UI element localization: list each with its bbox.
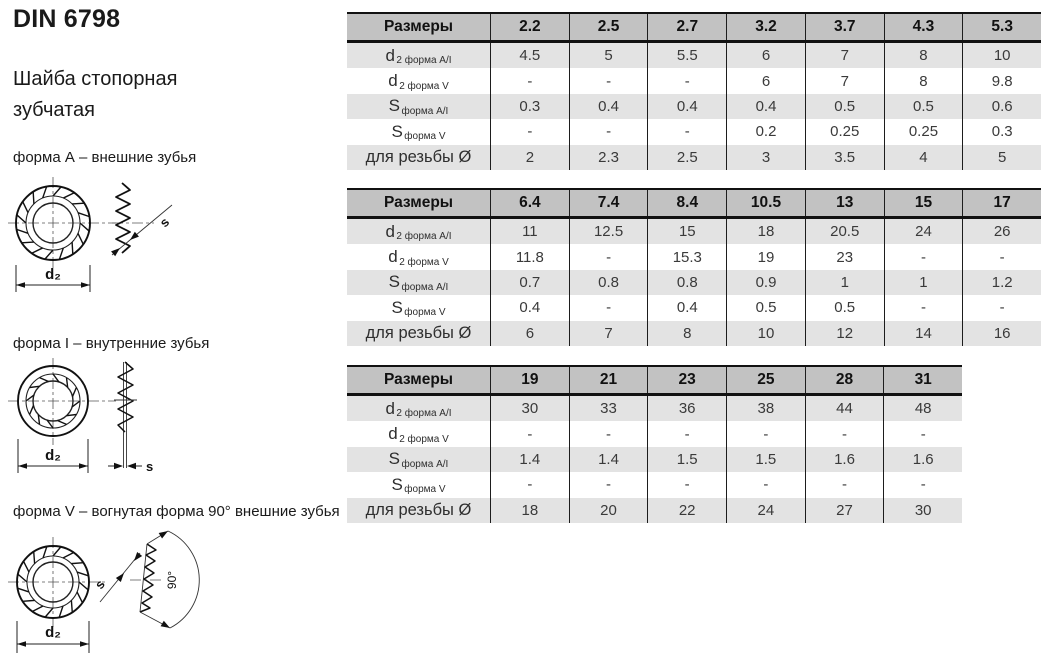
size-value-cell: 30 xyxy=(883,498,962,523)
size-value-cell: 0.2 xyxy=(726,119,805,144)
size-column-header: 7.4 xyxy=(569,190,648,216)
size-column-header: 3.7 xyxy=(805,14,884,40)
size-column-header: 5.3 xyxy=(962,14,1041,40)
form-a-d2-dimension-label: d₂ xyxy=(45,266,61,283)
size-column-header: 23 xyxy=(647,367,726,393)
row-label-main: S xyxy=(391,297,403,317)
size-value-cell: 0.9 xyxy=(726,270,805,295)
row-label xyxy=(347,119,490,144)
row-label xyxy=(347,68,490,93)
table-row xyxy=(347,244,1041,269)
size-column-header: 13 xyxy=(805,190,884,216)
row-label xyxy=(347,295,490,320)
size-value-cell: - xyxy=(490,68,569,93)
size-value-cell: - xyxy=(647,421,726,446)
size-value-cell: - xyxy=(569,244,648,269)
row-label-subscript: 2 форма V xyxy=(399,433,449,445)
size-column-header: 10.5 xyxy=(726,190,805,216)
row-label-subscript: форма V xyxy=(404,307,446,319)
row-label xyxy=(347,321,490,346)
size-value-cell: 11.8 xyxy=(490,244,569,269)
row-label-subscript: форма V xyxy=(404,131,446,143)
table-row xyxy=(347,43,1041,68)
row-label-main: d xyxy=(388,247,398,267)
form-v-d2-dimension-label: d₂ xyxy=(45,624,61,641)
size-value-cell: 20 xyxy=(569,498,648,523)
size-value-cell: 0.4 xyxy=(647,94,726,119)
size-column-header: 2.7 xyxy=(647,14,726,40)
form-a-s-dimension-label: s xyxy=(156,214,173,231)
row-label xyxy=(347,396,490,421)
size-column-header: 28 xyxy=(805,367,884,393)
size-value-cell: 3.5 xyxy=(805,145,884,170)
row-label-main: d xyxy=(385,221,395,241)
size-column-header: 17 xyxy=(962,190,1041,216)
size-value-cell: 18 xyxy=(726,219,805,244)
row-label-main: S xyxy=(388,449,401,469)
table-row xyxy=(347,145,1041,170)
form-v-s-dimension-label: s xyxy=(91,576,108,592)
size-value-cell: - xyxy=(884,295,963,320)
form-v-label: форма V – вогнутая форма 90° внешние зубья xyxy=(13,503,340,520)
size-value-cell: - xyxy=(490,421,569,446)
page-title: DIN 6798 xyxy=(13,5,121,33)
size-value-cell: 16 xyxy=(962,321,1041,346)
size-column-header: 21 xyxy=(569,367,648,393)
size-value-cell: 23 xyxy=(805,244,884,269)
dimension-table-2 xyxy=(347,188,1041,346)
size-value-cell: 6 xyxy=(490,321,569,346)
row-label-subscript: 2 форма А/I xyxy=(396,55,452,67)
row-label-subscript: 2 форма V xyxy=(399,256,449,268)
size-value-cell: - xyxy=(569,68,648,93)
form-a-side-view-diagram xyxy=(112,175,202,280)
size-column-header: 15 xyxy=(884,190,963,216)
table-row xyxy=(347,396,962,421)
row-label-main: d xyxy=(388,71,398,91)
size-value-cell: 30 xyxy=(490,396,569,421)
table-header-row xyxy=(347,188,1041,219)
subtitle-line-2: зубчатая xyxy=(13,99,95,121)
size-column-header: 4.3 xyxy=(884,14,963,40)
form-i-side-view-diagram xyxy=(108,356,188,478)
size-value-cell: 10 xyxy=(962,43,1041,68)
form-i-front-view-diagram xyxy=(8,352,118,480)
row-label-main: S xyxy=(391,474,403,494)
row-label-main: S xyxy=(388,272,401,292)
size-value-cell: 19 xyxy=(726,244,805,269)
subtitle-line-1: Шайба стопорная xyxy=(13,68,178,90)
size-value-cell: 26 xyxy=(962,219,1041,244)
form-v-side-view-diagram xyxy=(90,522,205,654)
size-value-cell: 6 xyxy=(726,43,805,68)
size-value-cell: 15 xyxy=(647,219,726,244)
form-a-label: форма А – внешние зубья xyxy=(13,149,197,166)
row-label-subscript: 2 форма V xyxy=(399,80,449,92)
size-value-cell: 44 xyxy=(805,396,884,421)
row-label-main: для резьбы Ø xyxy=(365,500,472,519)
size-value-cell: 0.5 xyxy=(805,94,884,119)
size-column-header: 31 xyxy=(883,367,962,393)
size-value-cell: - xyxy=(647,472,726,497)
row-label xyxy=(347,447,490,472)
size-value-cell: - xyxy=(569,295,648,320)
size-value-cell: 2 xyxy=(490,145,569,170)
size-value-cell: 48 xyxy=(883,396,962,421)
row-label-main: d xyxy=(385,45,395,65)
size-value-cell: - xyxy=(962,295,1041,320)
size-value-cell: 14 xyxy=(884,321,963,346)
size-value-cell: - xyxy=(647,68,726,93)
size-value-cell: 5 xyxy=(569,43,648,68)
table-header-row xyxy=(347,12,1041,43)
size-value-cell: 1 xyxy=(884,270,963,295)
size-value-cell: 0.4 xyxy=(569,94,648,119)
row-label xyxy=(347,244,490,269)
size-value-cell: 8 xyxy=(884,43,963,68)
row-label-main: для резьбы Ø xyxy=(365,323,472,342)
size-value-cell: 0.8 xyxy=(647,270,726,295)
size-value-cell: 7 xyxy=(805,43,884,68)
size-value-cell: 1.6 xyxy=(805,447,884,472)
size-value-cell: 1.4 xyxy=(569,447,648,472)
table-row xyxy=(347,68,1041,93)
size-value-cell: 6 xyxy=(726,68,805,93)
size-column-header: 3.2 xyxy=(726,14,805,40)
table-row xyxy=(347,270,1041,295)
row-label-subscript: форма А/I xyxy=(401,458,449,470)
table-row xyxy=(347,421,962,446)
page-subtitle xyxy=(13,64,177,126)
table-row xyxy=(347,219,1041,244)
size-value-cell: - xyxy=(726,472,805,497)
size-value-cell: - xyxy=(962,244,1041,269)
size-column-header: 6.4 xyxy=(490,190,569,216)
size-column-header: 19 xyxy=(490,367,569,393)
size-value-cell: 33 xyxy=(569,396,648,421)
row-label-subscript: форма А/I xyxy=(401,105,449,117)
table-row xyxy=(347,498,962,523)
size-value-cell: - xyxy=(647,119,726,144)
size-value-cell: 8 xyxy=(884,68,963,93)
row-label xyxy=(347,498,490,523)
table-row xyxy=(347,321,1041,346)
size-value-cell: 1.6 xyxy=(883,447,962,472)
size-value-cell: 1.5 xyxy=(647,447,726,472)
form-a-front-view-diagram xyxy=(8,170,118,300)
row-label xyxy=(347,472,490,497)
row-label xyxy=(347,94,490,119)
size-value-cell: 27 xyxy=(805,498,884,523)
row-label-main: d xyxy=(388,424,398,444)
row-label-subscript: форма V xyxy=(404,484,446,496)
size-value-cell: 0.25 xyxy=(805,119,884,144)
size-value-cell: 0.7 xyxy=(490,270,569,295)
size-value-cell: 20.5 xyxy=(805,219,884,244)
row-label-main: S xyxy=(391,121,403,141)
size-value-cell: 7 xyxy=(805,68,884,93)
table-header-row xyxy=(347,365,962,396)
size-value-cell: - xyxy=(726,421,805,446)
size-value-cell: 18 xyxy=(490,498,569,523)
size-value-cell: 4.5 xyxy=(490,43,569,68)
table-row xyxy=(347,295,1041,320)
size-value-cell: 38 xyxy=(726,396,805,421)
row-label xyxy=(347,270,490,295)
table-header-label: Размеры xyxy=(383,194,454,211)
size-value-cell: 0.4 xyxy=(647,295,726,320)
size-value-cell: - xyxy=(569,421,648,446)
table-header-label: Размеры xyxy=(383,371,454,388)
size-value-cell: 7 xyxy=(569,321,648,346)
size-value-cell: 2.5 xyxy=(647,145,726,170)
dimension-table-3 xyxy=(347,365,962,523)
size-value-cell: 1 xyxy=(805,270,884,295)
table-row xyxy=(347,447,962,472)
size-value-cell: 8 xyxy=(647,321,726,346)
size-value-cell: 12.5 xyxy=(569,219,648,244)
size-value-cell: 36 xyxy=(647,396,726,421)
size-value-cell: 15.3 xyxy=(647,244,726,269)
size-value-cell: - xyxy=(883,472,962,497)
size-value-cell: - xyxy=(490,472,569,497)
row-label-main: d xyxy=(385,398,395,418)
size-value-cell: 9.8 xyxy=(962,68,1041,93)
dimension-table-1 xyxy=(347,12,1041,170)
size-value-cell: 5 xyxy=(962,145,1041,170)
size-value-cell: 5.5 xyxy=(647,43,726,68)
size-value-cell: 1.4 xyxy=(490,447,569,472)
size-value-cell: - xyxy=(883,421,962,446)
size-value-cell: 1.2 xyxy=(962,270,1041,295)
row-label xyxy=(347,43,490,68)
size-value-cell: 0.3 xyxy=(490,94,569,119)
table-header-label: Размеры xyxy=(383,18,454,35)
size-value-cell: 0.5 xyxy=(805,295,884,320)
size-value-cell: 0.5 xyxy=(884,94,963,119)
size-value-cell: 22 xyxy=(647,498,726,523)
size-value-cell: 0.25 xyxy=(884,119,963,144)
size-column-header: 2.5 xyxy=(569,14,648,40)
table-row xyxy=(347,119,1041,144)
row-label-subscript: 2 форма А/I xyxy=(396,408,452,420)
size-value-cell: - xyxy=(805,421,884,446)
table-row xyxy=(347,472,962,497)
size-value-cell: 0.6 xyxy=(962,94,1041,119)
size-value-cell: 24 xyxy=(726,498,805,523)
size-value-cell: 11 xyxy=(490,219,569,244)
form-i-d2-dimension-label: d₂ xyxy=(45,447,61,464)
row-label-subscript: форма А/I xyxy=(401,281,449,293)
size-value-cell: 0.3 xyxy=(962,119,1041,144)
size-column-header: 25 xyxy=(726,367,805,393)
table-row xyxy=(347,94,1041,119)
size-value-cell: 0.4 xyxy=(490,295,569,320)
form-i-s-dimension-label: s xyxy=(146,459,154,474)
row-label xyxy=(347,145,490,170)
size-value-cell: 3 xyxy=(726,145,805,170)
size-value-cell: 0.4 xyxy=(726,94,805,119)
size-column-header: 8.4 xyxy=(647,190,726,216)
row-label xyxy=(347,421,490,446)
size-value-cell: 12 xyxy=(805,321,884,346)
size-value-cell: 2.3 xyxy=(569,145,648,170)
size-value-cell: 0.8 xyxy=(569,270,648,295)
row-label-main: S xyxy=(388,96,401,116)
size-column-header: 2.2 xyxy=(490,14,569,40)
size-value-cell: 1.5 xyxy=(726,447,805,472)
size-value-cell: 0.5 xyxy=(726,295,805,320)
row-label-subscript: 2 форма А/I xyxy=(396,231,452,243)
size-value-cell: 24 xyxy=(884,219,963,244)
size-value-cell: - xyxy=(569,472,648,497)
size-value-cell: - xyxy=(490,119,569,144)
size-value-cell: - xyxy=(805,472,884,497)
size-value-cell: - xyxy=(569,119,648,144)
form-v-angle-label: 90° xyxy=(165,570,179,590)
size-value-cell: 4 xyxy=(884,145,963,170)
form-i-label: форма I – внутренние зубья xyxy=(13,335,210,352)
size-value-cell: 10 xyxy=(726,321,805,346)
row-label xyxy=(347,219,490,244)
row-label-main: для резьбы Ø xyxy=(365,147,472,166)
size-value-cell: - xyxy=(884,244,963,269)
